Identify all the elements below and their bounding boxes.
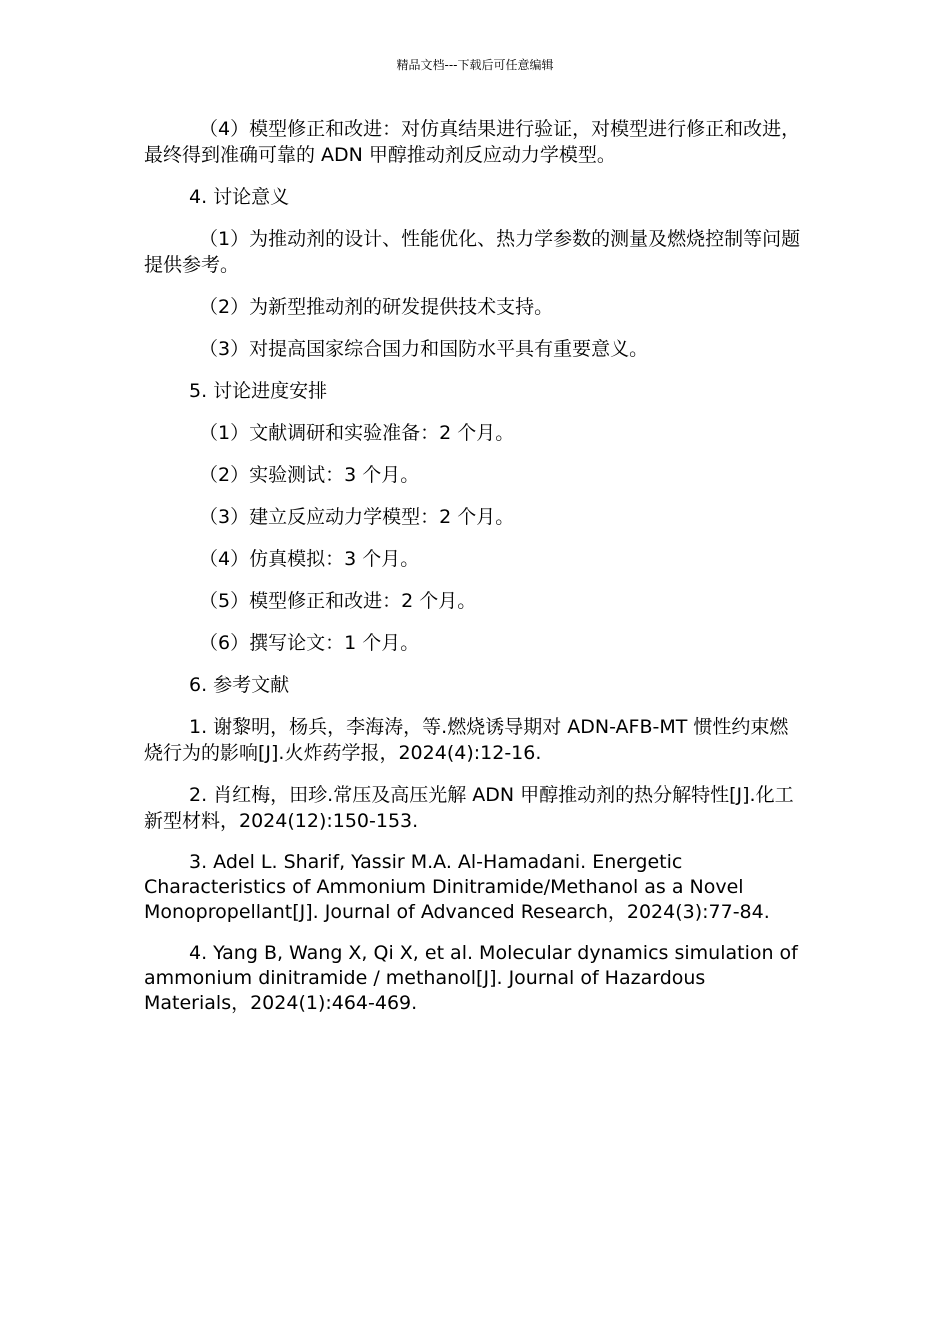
paragraph-significance-1: （1）为推动剂的设计、性能优化、热力学参数的测量及燃烧控制等问题提供参考。 (144, 228, 801, 276)
paragraph-significance-2: （2）为新型推动剂的研发提供技术支持。 (199, 296, 554, 318)
reference-item-2: 2. 肖红梅，田珍.常压及高压光解 ADN 甲醇推动剂的热分解特性[J].化工新型材料，2024(12):150-153. (144, 784, 794, 832)
schedule-item-4: （4）仿真模拟：3 个月。 (199, 548, 420, 570)
paragraph-significance-3: （3）对提高国家综合国力和国防水平具有重要意义。 (199, 338, 649, 360)
paragraph-model-revision: （4）模型修正和改进：对仿真结果进行验证，对模型进行修正和改进，最终得到准确可靠的 ADN 甲醇推动剂反应动力学模型。 (144, 118, 801, 166)
schedule-item-1: （1）文献调研和实验准备：2 个月。 (199, 422, 515, 444)
schedule-item-3: （3）建立反应动力学模型：2 个月。 (199, 506, 515, 528)
section-heading-references: 6. 参考文献 (189, 674, 290, 696)
schedule-item-5: （5）模型修正和改进：2 个月。 (199, 590, 477, 612)
schedule-item-2: （2）实验测试：3 个月。 (199, 464, 420, 486)
reference-item-3: 3. Adel L. Sharif, Yassir M.A. Al-Hamadani. Energetic Characteristics of Ammonium Dinitramide/Methanol as a Novel Monopropellant[J]. Journal of Advanced Research，2024(3):77-84. (144, 851, 770, 923)
reference-item-1: 1. 谢黎明，杨兵，李海涛，等.燃烧诱导期对 ADN-AFB-MT 惯性约束燃烧行为的影响[J].火炸药学报，2024(4):12-16. (144, 716, 789, 764)
schedule-item-6: （6）撰写论文：1 个月。 (199, 632, 420, 654)
section-heading-significance: 4. 讨论意义 (189, 186, 290, 208)
document-body (144, 116, 806, 1032)
section-heading-schedule: 5. 讨论进度安排 (189, 380, 328, 402)
page-header: 精品文档---下载后可任意编辑 (396, 58, 554, 72)
reference-item-4: 4. Yang B, Wang X, Qi X, et al. Molecular dynamics simulation of ammonium dinitramide / methanol[J]. Journal of Hazardous Materials，2024(1):464-469. (144, 942, 798, 1014)
